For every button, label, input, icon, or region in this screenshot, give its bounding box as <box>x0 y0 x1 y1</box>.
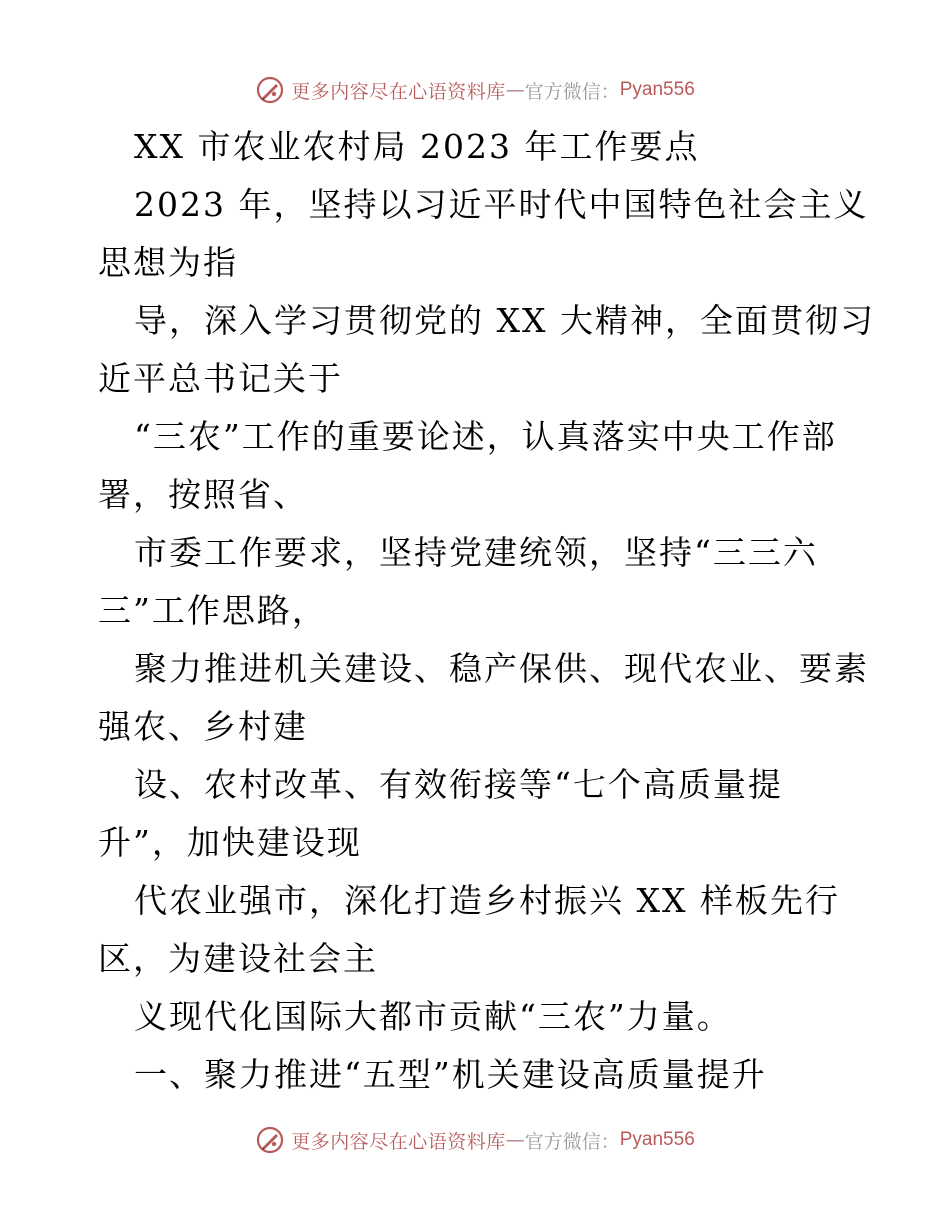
pen-logo-icon <box>255 1125 285 1155</box>
paragraph-line: 三”工作思路， <box>98 591 327 630</box>
watermark-id: Pyan556 <box>619 79 695 100</box>
watermark-text: 更多内容尽在心语资料库 <box>291 1130 506 1153</box>
paragraph-line: 导，深入学习贯彻党的 XX 大精神，全面贯彻习 <box>134 301 875 340</box>
watermark-footer <box>0 1120 950 1160</box>
paragraph-line: 强农、乡村建 <box>98 707 308 746</box>
paragraph-line: “三农”工作的重要论述，认真落实中央工作部 <box>134 417 837 456</box>
paragraph-line: 近平总书记关于 <box>98 359 343 398</box>
watermark-official: 官方微信： <box>524 1130 620 1153</box>
paragraph-line: 代农业强市，深化打造乡村振兴 XX 样板先行 <box>134 881 840 920</box>
watermark-separator: — <box>505 1129 525 1151</box>
paragraph-line: 义现代化国际大都市贡献“三农”力量。 <box>134 997 732 1036</box>
paragraph-line: 升”，加快建设现 <box>98 823 362 862</box>
pen-logo-icon <box>255 75 285 105</box>
document-title: XX 市农业农村局 2023 年工作要点 <box>134 127 700 166</box>
watermark-text: 更多内容尽在心语资料库 <box>291 80 506 103</box>
paragraph-line: 署，按照省、 <box>98 475 308 514</box>
paragraph-line: 聚力推进机关建设、稳产保供、现代农业、要素 <box>134 649 869 688</box>
watermark-separator: — <box>505 79 525 101</box>
paragraph-line: 2023 年，坚持以习近平时代中国特色社会主义 <box>134 185 869 224</box>
paragraph-line: 思想为指 <box>98 243 238 282</box>
watermark-header <box>0 70 950 110</box>
watermark-id: Pyan556 <box>619 1129 695 1150</box>
paragraph-line: 设、农村改革、有效衔接等“七个高质量提 <box>134 765 783 804</box>
paragraph-line: 市委工作要求，坚持党建统领，坚持“三三六 <box>134 533 818 572</box>
paragraph-line: 区，为建设社会主 <box>98 939 378 978</box>
watermark-official: 官方微信： <box>524 80 620 103</box>
section-heading: 一、聚力推进“五型”机关建设高质量提升 <box>134 1055 767 1094</box>
